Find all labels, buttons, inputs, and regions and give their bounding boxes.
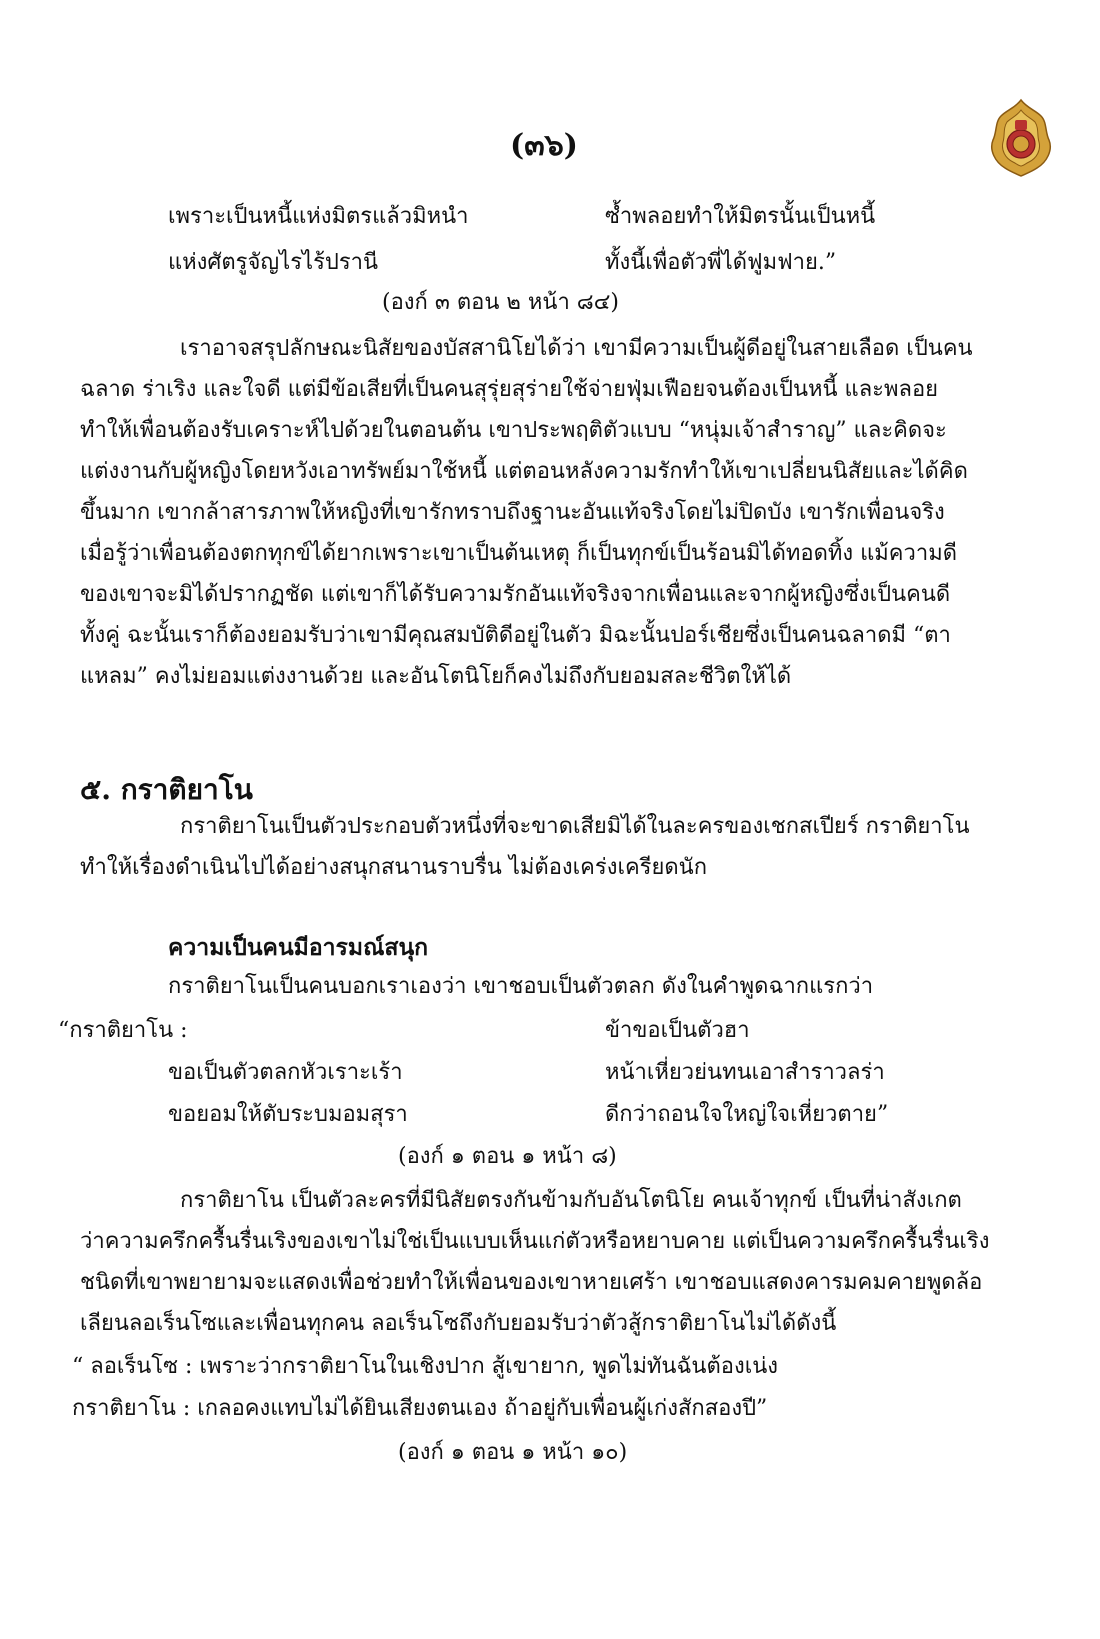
ministry-emblem-icon	[985, 98, 1057, 178]
paragraph-line: เลียนลอเร็นโซและเพื่อนทุกคน ลอเร็นโซถึงกับยอมรับว่าตัวสู้กราติยาโนไม่ได้ดังนี้	[80, 1311, 837, 1336]
paragraph-line: ทั้งคู่ ฉะนั้นเราก็ต้องยอมรับว่าเขามีคุณสมบัติดีอยู่ในตัว มิฉะนั้นปอร์เชียซึ่งเป็นคนฉลาดมี “ตา	[80, 623, 951, 648]
poem1-line1-left: เพราะเป็นหนี้แห่งมิตรแล้วมิหนำ	[168, 204, 469, 229]
paragraph-line: แต่งงานกับผู้หญิงโดยหวังเอาทรัพย์มาใช้หนี้ แต่ตอนหลังความรักทำให้เขาเปลี่ยนนิสัยและได้คิด	[80, 459, 968, 484]
poem2-line1-right: ข้าขอเป็นตัวฮา	[605, 1018, 750, 1043]
paragraph-line: ของเขาจะมิได้ปรากฏชัด แต่เขาก็ได้รับความรักอันแท้จริงจากเพื่อนและจากผู้หญิงซึ่งเป็นคนดี	[80, 582, 951, 607]
dialogue-line2: กราติยาโน : เกลอคงแทบไม่ได้ยินเสียงตนเอง ถ้าอยู่กับเพื่อนผู้เก่งสักสองปี”	[72, 1396, 768, 1421]
poem2-line2-left: ขอเป็นตัวตลกหัวเราะเร้า	[168, 1060, 403, 1085]
paragraph-line: กราติยาโนเป็นตัวประกอบตัวหนึ่งที่จะขาดเสียมิได้ในละครของเชกสเปียร์ กราติยาโน	[180, 814, 970, 839]
paragraph-line: เมื่อรู้ว่าเพื่อนต้องตกทุกข์ได้ยากเพราะเขาเป็นต้นเหตุ ก็เป็นทุกข์เป็นร้อนมิได้ทอดทิ้ง แม้ความดี	[80, 541, 958, 566]
paragraph-line: ชนิดที่เขาพยายามจะแสดงเพื่อช่วยทำให้เพื่อนของเขาหายเศร้า เขาชอบแสดงคารมคมคายพูดล้อ	[80, 1270, 983, 1295]
sub-intro-line: กราติยาโนเป็นคนบอกเราเองว่า เขาชอบเป็นตัวตลก ดังในคำพูดฉากแรกว่า	[168, 974, 874, 999]
paragraph-line: ขึ้นมาก เขากล้าสารภาพให้หญิงที่เขารักทราบถึงฐานะอันแท้จริงโดยไม่ปิดบัง เขารักเพื่อนจริง	[80, 500, 945, 525]
dialogue-line1: “ ลอเร็นโซ : เพราะว่ากราติยาโนในเชิงปาก สู้เขายาก, พูดไม่ทันฉันต้องเน่ง	[72, 1354, 779, 1379]
poem1-line1-right: ซ้ำพลอยทำให้มิตรนั้นเป็นหนี้	[605, 204, 876, 229]
poem1-line2-left: แห่งศัตรูจัญไรไร้ปรานี	[168, 250, 379, 275]
dialogue-reference: (องก์ ๑ ตอน ๑ หน้า ๑๐)	[398, 1440, 628, 1465]
paragraph-line: ทำให้เรื่องดำเนินไปได้อย่างสนุกสนานราบรื่น ไม่ต้องเคร่งเครียดนัก	[80, 855, 708, 880]
subheading: ความเป็นคนมีอารมณ์สนุก	[168, 934, 429, 961]
poem2-line2-right: หน้าเหี่ยวย่นทนเอาสำราวลร่า	[605, 1060, 885, 1085]
paragraph-line: ว่าความครึกครื้นรื่นเริงของเขาไม่ใช่เป็นแบบเห็นแก่ตัวหรือหยาบคาย แต่เป็นความครึกครื้นรื่นเริง	[80, 1229, 990, 1254]
poem1-reference: (องก์ ๓ ตอน ๒ หน้า ๘๔)	[382, 290, 620, 315]
paragraph-line: เราอาจสรุปลักษณะนิสัยของบัสสานิโยได้ว่า เขามีความเป็นผู้ดีอยู่ในสายเลือด เป็นคน	[180, 336, 973, 361]
page-number: (๓๖)	[510, 128, 578, 163]
section-heading: ๕. กราติยาโน	[80, 773, 253, 806]
poem2-speaker: “กราติยาโน :	[58, 1018, 188, 1043]
poem2-line3-right: ดีกว่าถอนใจใหญ่ใจเหี่ยวตาย”	[605, 1102, 889, 1127]
paragraph-gratiano	[80, 1180, 1040, 1344]
paragraph-line: ฉลาด ร่าเริง และใจดี แต่มีข้อเสียที่เป็นคนสุรุ่ยสุร่ายใช้จ่ายฟุ่มเฟือยจนต้องเป็นหนี้ และพลอย	[80, 377, 939, 402]
poem1-line2-right: ทั้งนี้เพื่อตัวพี่ได้ฟูมฟาย.”	[605, 250, 837, 275]
poem2-line3-left: ขอยอมให้ตับระบมอมสุรา	[168, 1102, 408, 1127]
paragraph-line: แหลม” คงไม่ยอมแต่งงานด้วย และอันโตนิโยก็คงไม่ถึงกับยอมสละชีวิตให้ได้	[80, 664, 792, 689]
paragraph-line: กราติยาโน เป็นตัวละครที่มีนิสัยตรงกันข้ามกับอันโตนิโย คนเจ้าทุกข์ เป็นที่น่าสังเกต	[180, 1188, 962, 1213]
paragraph-bassanio-summary	[80, 328, 1040, 697]
paragraph-line: ทำให้เพื่อนต้องรับเคราะห์ไปด้วยในตอนต้น เขาประพฤติตัวแบบ “หนุ่มเจ้าสำราญ” และคิดจะ	[80, 418, 947, 443]
section-intro	[80, 806, 1040, 888]
poem2-reference: (องก์ ๑ ตอน ๑ หน้า ๘)	[398, 1144, 617, 1169]
